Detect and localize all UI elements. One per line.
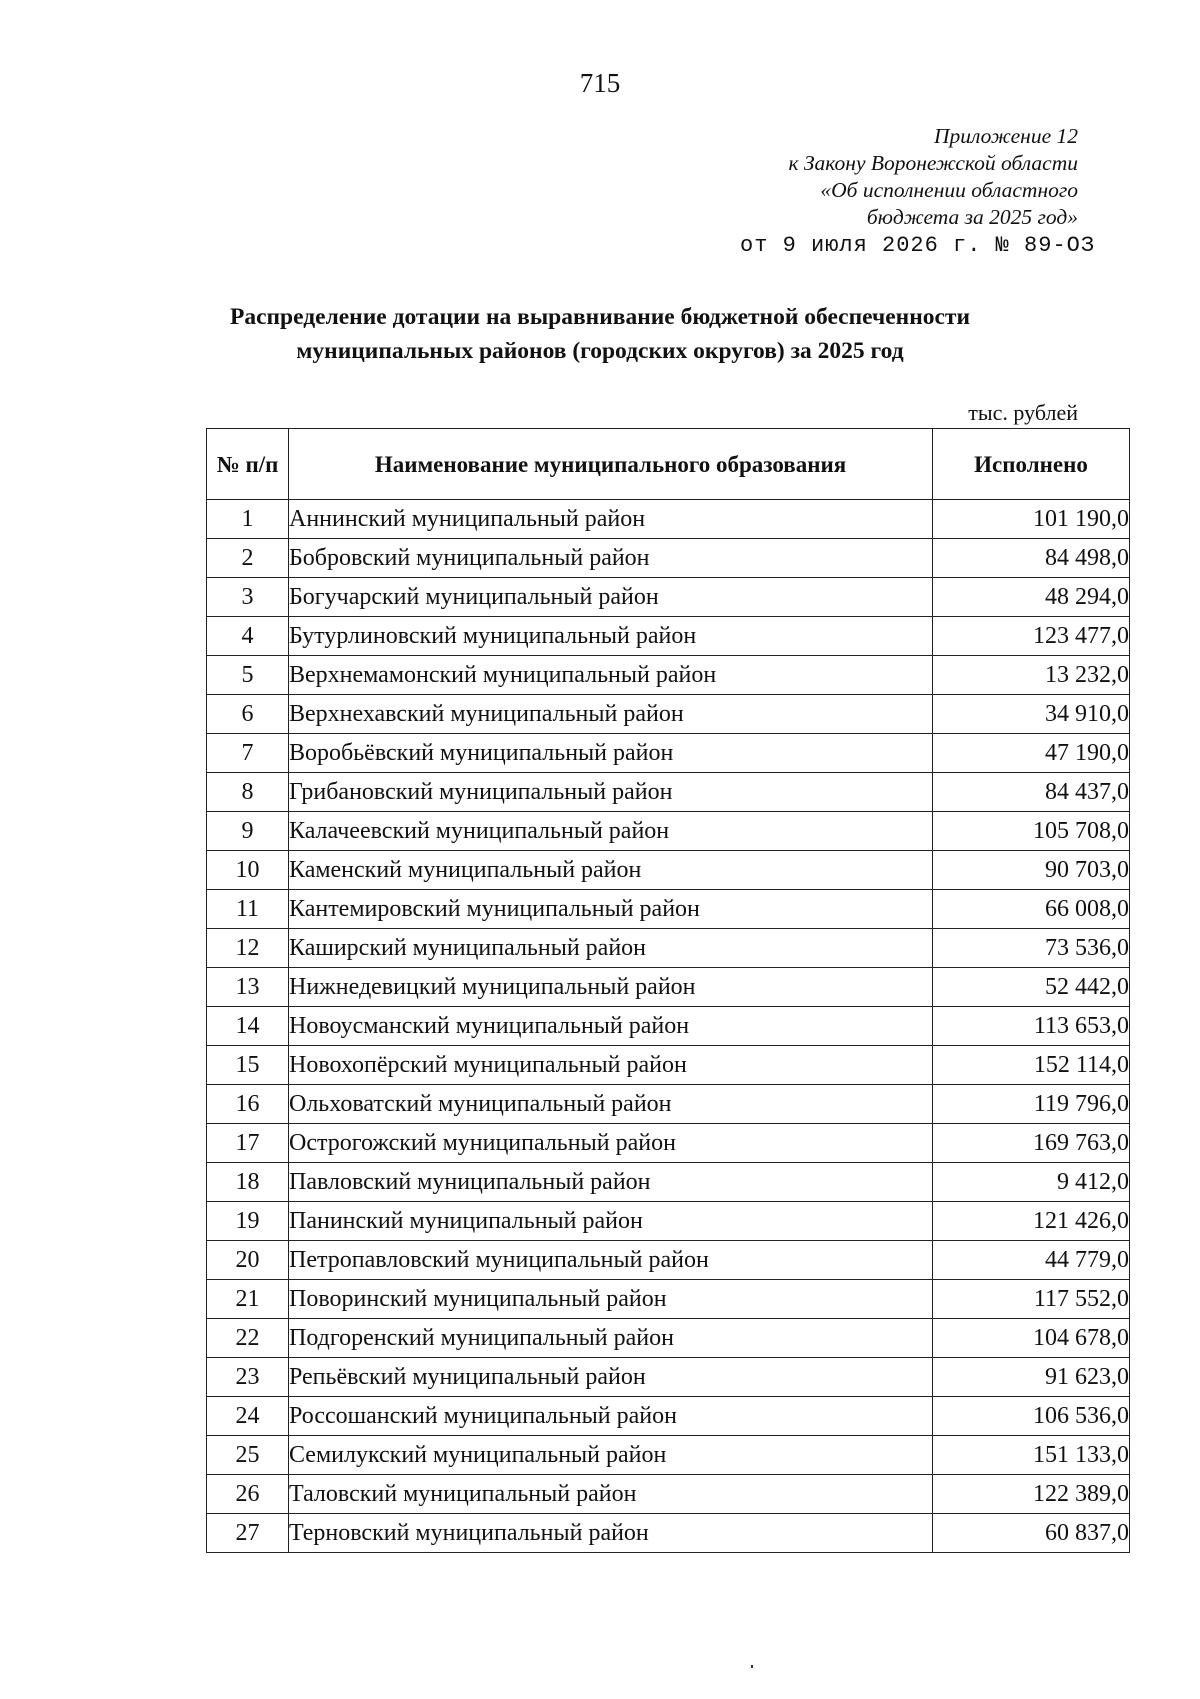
appendix-line: Приложение 12 (934, 124, 1078, 148)
row-number: 3 (207, 578, 289, 617)
table-row (207, 851, 1130, 890)
row-number: 11 (207, 890, 289, 929)
row-number: 18 (207, 1163, 289, 1202)
row-name: Подгоренский муниципальный район (289, 1319, 933, 1358)
row-value: 169 763,0 (933, 1124, 1130, 1163)
row-value: 13 232,0 (933, 656, 1130, 695)
row-value: 34 910,0 (933, 695, 1130, 734)
row-name: Россошанский муниципальный район (289, 1397, 933, 1436)
table-row (207, 773, 1130, 812)
row-value: 44 779,0 (933, 1241, 1130, 1280)
page-number: 715 (579, 68, 621, 98)
row-name: Панинский муниципальный район (289, 1202, 933, 1241)
header-name: Наименование муниципального образования (289, 429, 933, 500)
row-number: 5 (207, 656, 289, 695)
row-value: 60 837,0 (933, 1514, 1130, 1553)
row-name: Каменский муниципальный район (289, 851, 933, 890)
row-number: 19 (207, 1202, 289, 1241)
row-number: 26 (207, 1475, 289, 1514)
table-row (207, 1436, 1130, 1475)
table-row (207, 578, 1130, 617)
row-number: 13 (207, 968, 289, 1007)
row-name: Таловский муниципальный район (289, 1475, 933, 1514)
row-value: 91 623,0 (933, 1358, 1130, 1397)
table-body (207, 500, 1130, 1553)
header-number: № п/п (207, 429, 289, 500)
row-number: 14 (207, 1007, 289, 1046)
table-row (207, 500, 1130, 539)
table-row (207, 1241, 1130, 1280)
table-row (207, 1475, 1130, 1514)
row-name: Кантемировский муниципальный район (289, 890, 933, 929)
row-name: Грибановский муниципальный район (289, 773, 933, 812)
table-row (207, 734, 1130, 773)
row-value: 48 294,0 (933, 578, 1130, 617)
table-row (207, 1319, 1130, 1358)
table-row (207, 539, 1130, 578)
row-number: 6 (207, 695, 289, 734)
table-row (207, 1163, 1130, 1202)
row-value: 90 703,0 (933, 851, 1130, 890)
row-value: 152 114,0 (933, 1046, 1130, 1085)
row-name: Ольховатский муниципальный район (289, 1085, 933, 1124)
row-name: Каширский муниципальный район (289, 929, 933, 968)
row-number: 8 (207, 773, 289, 812)
row-number: 22 (207, 1319, 289, 1358)
row-number: 27 (207, 1514, 289, 1553)
table-header-row (207, 429, 1130, 500)
table-row (207, 968, 1130, 1007)
row-value: 119 796,0 (933, 1085, 1130, 1124)
row-value: 151 133,0 (933, 1436, 1130, 1475)
appendix-line: к Закону Воронежской области (788, 151, 1078, 175)
header-value: Исполнено (933, 429, 1130, 500)
row-number: 25 (207, 1436, 289, 1475)
title-line-2: муниципальных районов (городских округов) за 2025 год (296, 338, 904, 364)
row-name: Богучарский муниципальный район (289, 578, 933, 617)
row-value: 9 412,0 (933, 1163, 1130, 1202)
row-value: 105 708,0 (933, 812, 1130, 851)
scan-speck (751, 1665, 753, 1668)
row-number: 9 (207, 812, 289, 851)
row-number: 20 (207, 1241, 289, 1280)
row-number: 2 (207, 539, 289, 578)
row-number: 16 (207, 1085, 289, 1124)
row-name: Новохопёрский муниципальный район (289, 1046, 933, 1085)
table-row (207, 890, 1130, 929)
row-name: Терновский муниципальный район (289, 1514, 933, 1553)
table-row (207, 1046, 1130, 1085)
row-value: 84 498,0 (933, 539, 1130, 578)
table-row (207, 1085, 1130, 1124)
appendix-note (788, 123, 1078, 231)
row-name: Воробьёвский муниципальный район (289, 734, 933, 773)
row-name: Бобровский муниципальный район (289, 539, 933, 578)
row-value: 84 437,0 (933, 773, 1130, 812)
row-value: 66 008,0 (933, 890, 1130, 929)
row-name: Нижнедевицкий муниципальный район (289, 968, 933, 1007)
table-row (207, 812, 1130, 851)
row-value: 47 190,0 (933, 734, 1130, 773)
units-label: тыс. рублей (968, 400, 1078, 425)
row-name: Бутурлиновский муниципальный район (289, 617, 933, 656)
title-line-1: Распределение дотации на выравнивание бюджетной обеспеченности (229, 304, 971, 330)
row-number: 1 (207, 500, 289, 539)
table-row (207, 1007, 1130, 1046)
row-value: 122 389,0 (933, 1475, 1130, 1514)
row-name: Аннинский муниципальный район (289, 500, 933, 539)
row-number: 24 (207, 1397, 289, 1436)
table-row (207, 617, 1130, 656)
row-value: 104 678,0 (933, 1319, 1130, 1358)
document-title (0, 300, 1200, 368)
row-value: 101 190,0 (933, 500, 1130, 539)
table-row (207, 656, 1130, 695)
appendix-line: бюджета за 2025 год» (866, 205, 1078, 229)
row-number: 15 (207, 1046, 289, 1085)
table-row (207, 1280, 1130, 1319)
table-row (207, 1202, 1130, 1241)
row-value: 106 536,0 (933, 1397, 1130, 1436)
table-row (207, 1514, 1130, 1553)
table-row (207, 1397, 1130, 1436)
row-value: 117 552,0 (933, 1280, 1130, 1319)
table-row (207, 929, 1130, 968)
decree-stamp: от 9 июля 2026 г. № 89-ОЗ (740, 233, 1096, 258)
row-value: 121 426,0 (933, 1202, 1130, 1241)
table-row (207, 1358, 1130, 1397)
row-name: Калачеевский муниципальный район (289, 812, 933, 851)
row-number: 21 (207, 1280, 289, 1319)
row-value: 113 653,0 (933, 1007, 1130, 1046)
row-name: Поворинский муниципальный район (289, 1280, 933, 1319)
row-value: 123 477,0 (933, 617, 1130, 656)
subsidy-table (206, 428, 1130, 1553)
row-name: Репьёвский муниципальный район (289, 1358, 933, 1397)
row-name: Верхнехавский муниципальный район (289, 695, 933, 734)
row-name: Верхнемамонский муниципальный район (289, 656, 933, 695)
appendix-line: «Об исполнении областного (820, 178, 1078, 202)
row-number: 23 (207, 1358, 289, 1397)
table-row (207, 695, 1130, 734)
row-name: Новоусманский муниципальный район (289, 1007, 933, 1046)
row-number: 4 (207, 617, 289, 656)
row-number: 7 (207, 734, 289, 773)
row-number: 12 (207, 929, 289, 968)
row-name: Павловский муниципальный район (289, 1163, 933, 1202)
row-number: 10 (207, 851, 289, 890)
row-value: 73 536,0 (933, 929, 1130, 968)
row-number: 17 (207, 1124, 289, 1163)
row-name: Острогожский муниципальный район (289, 1124, 933, 1163)
row-name: Петропавловский муниципальный район (289, 1241, 933, 1280)
row-value: 52 442,0 (933, 968, 1130, 1007)
table-row (207, 1124, 1130, 1163)
row-name: Семилукский муниципальный район (289, 1436, 933, 1475)
